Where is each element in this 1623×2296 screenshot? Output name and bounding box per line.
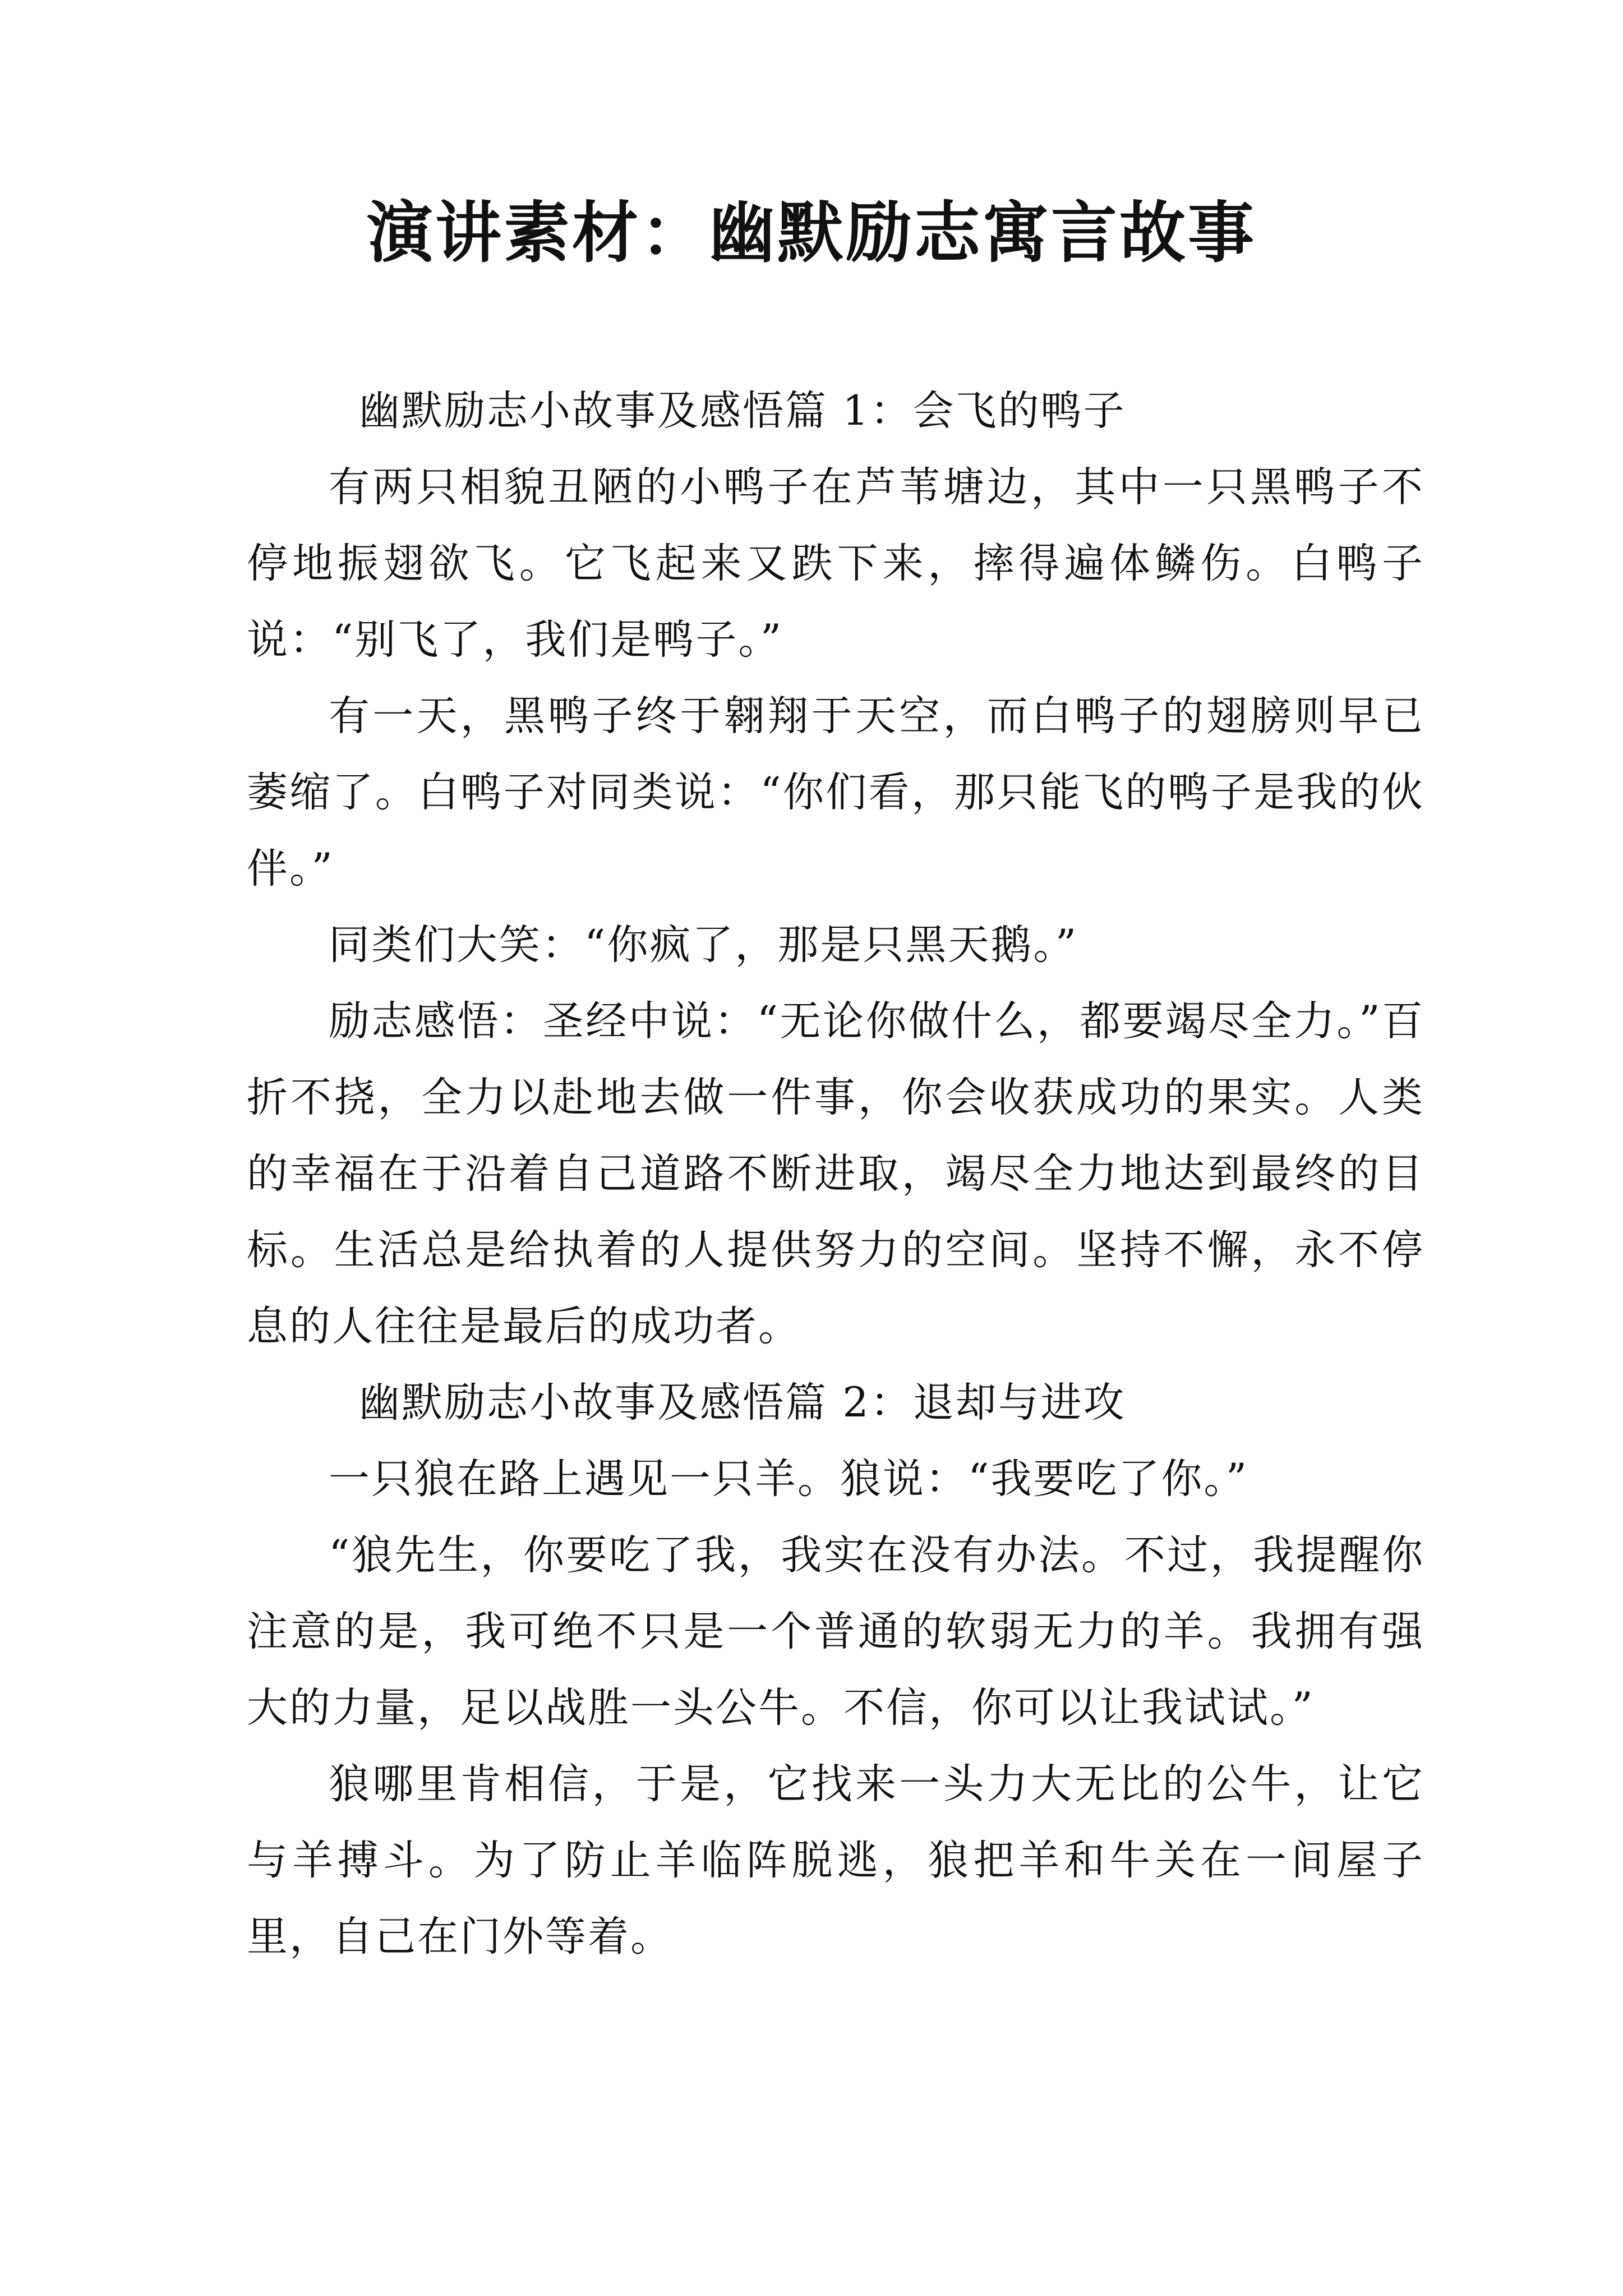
document-body [247, 373, 1424, 1975]
paragraph: 励志感悟：圣经中说：“无论你做什么，都要竭尽全力。”百折不挠，全力以赴地去做一件事，你会收获成功的果实。人类的幸福在于沿着自己道路不断进取，竭尽全力地达到最终的目标。生活总是给执着的人提供努力的空间。坚持不懈，永不停息的人往往是最后的成功者。 [247, 997, 1424, 1350]
paragraph: “狼先生，你要吃了我，我实在没有办法。不过，我提醒你注意的是，我可绝不只是一个普通的软弱无力的羊。我拥有强大的力量，足以战胜一头公牛。不信，你可以让我试试。” [247, 1531, 1424, 1732]
paragraph: 一只狼在路上遇见一只羊。狼说：“我要吃了你。” [329, 1455, 1249, 1503]
paragraph: 狼哪里肯相信，于是，它找来一头力大无比的公牛，让它与羊搏斗。为了防止羊临阵脱逃，狼把羊和牛关在一间屋子里，自己在门外等着。 [247, 1760, 1424, 1961]
section-heading-1: 幽默励志小故事及感悟篇 1：会飞的鸭子 [359, 387, 1126, 435]
paragraph: 同类们大笑：“你疯了，那是只黑天鹅。” [329, 921, 1078, 969]
paragraph: 有一天，黑鸭子终于翱翔于天空，而白鸭子的翅膀则早已萎缩了。白鸭子对同类说：“你们看，那只能飞的鸭子是我的伙伴。” [247, 692, 1424, 892]
document-title: 演讲素材：幽默励志寓言故事 [366, 194, 1256, 272]
section-heading-2: 幽默励志小故事及感悟篇 2：退却与进攻 [359, 1379, 1126, 1427]
paragraph: 有两只相貌丑陋的小鸭子在芦苇塘边，其中一只黑鸭子不停地振翅欲飞。它飞起来又跌下来，摔得遍体鳞伤。白鸭子说：“别飞了，我们是鸭子。” [247, 463, 1424, 664]
